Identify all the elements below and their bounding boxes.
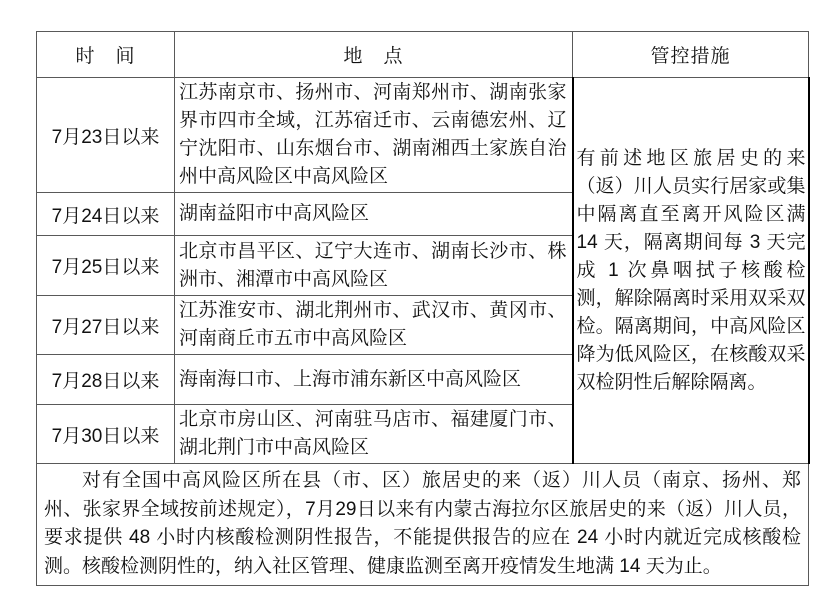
place-cell: 江苏南京市、扬州市、河南郑州市、湖南张家界市四市全域，江苏宿迁市、云南德宏州、辽宁沈阳市、山东烟台市、湖南湘西土家族自治州中高风险区中高风险区 [175,78,573,193]
place-cell: 北京市房山区、河南驻马店市、福建厦门市、湖北荆门市中高风险区 [175,405,573,464]
place-cell: 湖南益阳市中高风险区 [175,193,573,236]
time-cell: 7月30日以来 [37,405,175,464]
header-measures: 管控措施 [573,32,809,78]
table-row [37,78,809,193]
time-cell: 7月23日以来 [37,78,175,193]
table-footer-row [37,464,809,586]
place-cell: 北京市昌平区、辽宁大连市、湖南长沙市、株洲市、湘潭市中高风险区 [175,236,573,296]
table-header-row [37,32,809,78]
place-cell: 海南海口市、上海市浦东新区中高风险区 [175,355,573,405]
place-cell: 江苏淮安市、湖北荆州市、武汉市、黄冈市、河南商丘市五市中高风险区 [175,296,573,355]
time-cell: 7月27日以来 [37,296,175,355]
time-cell: 7月25日以来 [37,236,175,296]
risk-area-table [36,31,810,586]
time-cell: 7月24日以来 [37,193,175,236]
header-place: 地 点 [175,32,573,78]
time-cell: 7月28日以来 [37,355,175,405]
header-time: 时 间 [37,32,175,78]
footer-note-text: 对有全国中高风险区所在县（市、区）旅居史的来（返）川人员（南京、扬州、郑州、张家界全域按前述规定），7月29日以来有内蒙古海拉尔区旅居史的来（返）川人员，要求提供 48 小时内核酸检测阴性报告，不能提供报告的应在 24 小时内就近完成核酸检测。核酸检测阴性的，纳入社区管理、健康监测至离开疫情发生地满 14 天为止。 [44,470,801,577]
measures-cell: 有前述地区旅居史的来（返）川人员实行居家或集中隔离直至离开风险区满 14 天，隔离期间每 3 天完成 1 次鼻咽拭子核酸检测，解除隔离时采用双采双检。隔离期间，中高风险区降为低风险区，在核酸双采双检阴性后解除隔离。 [573,78,809,464]
footer-note-cell [37,464,809,586]
